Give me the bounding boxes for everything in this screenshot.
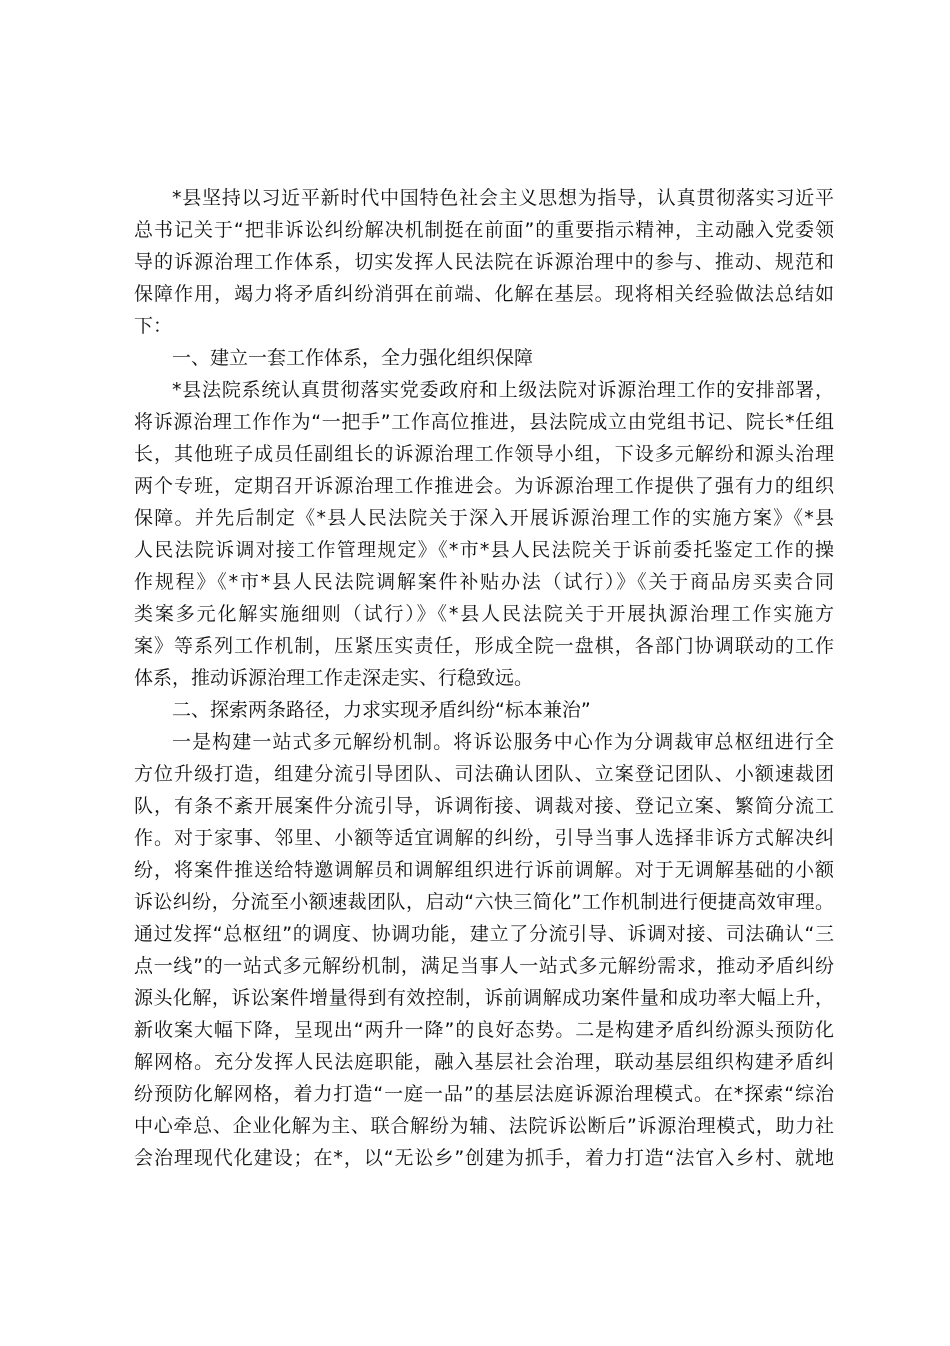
paragraph-2-line-9: 案》等系列工作机制，压紧压实责任，形成全院一盘棋，各部门协调联动的工作 — [134, 635, 834, 657]
paragraph-3-line-3: 队，有条不紊开展案件分流引导，诉调衔接、调裁对接、登记立案、繁简分流工 — [134, 795, 834, 817]
paragraph-2-line-5: 保障。并先后制定《*县人民法院关于深入开展诉源治理工作的实施方案》《*县 — [134, 507, 834, 529]
paragraph-2-line-6: 人民法院诉调对接工作管理规定》《*市*县人民法院关于诉前委托鉴定工作的操 — [134, 539, 834, 561]
paragraph-2-line-7: 作规程》《*市*县人民法院调解案件补贴办法（试行）》《关于商品房买卖合同 — [134, 571, 834, 593]
paragraph-3-line-9: 源头化解，诉讼案件增量得到有效控制，诉前调解成功案件量和成功率大幅上升， — [134, 987, 834, 1009]
paragraph-1-line-4: 保障作用，竭力将矛盾纠纷消弭在前端、化解在基层。现将相关经验做法总结如 — [134, 283, 834, 305]
paragraph-2-line-3: 长，其他班子成员任副组长的诉源治理工作领导小组，下设多元解纷和源头治理 — [134, 443, 834, 465]
paragraph-3-line-1: 一是构建一站式多元解纷机制。将诉讼服务中心作为分调裁审总枢纽进行全 — [172, 731, 834, 753]
paragraph-3-line-14: 会治理现代化建设；在*，以“无讼乡”创建为抓手，着力打造“法官入乡村、就地 — [134, 1147, 834, 1169]
paragraph-1-line-1: *县坚持以习近平新时代中国特色社会主义思想为指导，认真贯彻落实习近平 — [172, 187, 834, 209]
paragraph-3-line-8: 点一线”的一站式多元解纷机制，满足当事人一站式多元解纷需求，推动矛盾纠纷 — [134, 955, 834, 977]
paragraph-3-line-11: 解网格。充分发挥人民法庭职能，融入基层社会治理，联动基层组织构建矛盾纠 — [134, 1051, 834, 1073]
paragraph-2-line-8: 类案多元化解实施细则（试行）》《*县人民法院关于开展执源治理工作实施方 — [134, 603, 834, 625]
paragraph-2-line-2: 将诉源治理工作作为“一把手”工作高位推进，县法院成立由党组书记、院长*任组 — [134, 411, 834, 433]
paragraph-2-line-1: *县法院系统认真贯彻落实党委政府和上级法院对诉源治理工作的安排部署， — [172, 379, 834, 401]
paragraph-3-line-4: 作。对于家事、邻里、小额等适宜调解的纠纷，引导当事人选择非诉方式解决纠 — [134, 827, 834, 849]
paragraph-1-line-3: 导的诉源治理工作体系，切实发挥人民法院在诉源治理中的参与、推动、规范和 — [134, 251, 834, 273]
paragraph-1-line-2: 总书记关于“把非诉讼纠纷解决机制挺在前面”的重要指示精神，主动融入党委领 — [134, 219, 834, 241]
paragraph-3-line-2: 方位升级打造，组建分流引导团队、司法确认团队、立案登记团队、小额速裁团 — [134, 763, 834, 785]
paragraph-3-line-13: 中心牵总、企业化解为主、联合解纷为辅、法院诉讼断后”诉源治理模式，助力社 — [134, 1115, 834, 1137]
section-heading-1: 一、建立一套工作体系，全力强化组织保障 — [172, 347, 534, 369]
paragraph-3-line-12: 纷预防化解网格，着力打造“一庭一品”的基层法庭诉源治理模式。在*探索“综治 — [134, 1083, 834, 1105]
section-heading-2: 二、探索两条路径，力求实现矛盾纠纷“标本兼治” — [172, 699, 591, 721]
paragraph-1-line-5: 下： — [134, 315, 173, 337]
paragraph-3-line-10: 新收案大幅下降，呈现出“两升一降”的良好态势。二是构建矛盾纠纷源头预防化 — [134, 1019, 834, 1041]
paragraph-3-line-7: 通过发挥“总枢纽”的调度、协调功能，建立了分流引导、诉调对接、司法确认“三 — [134, 923, 834, 945]
paragraph-3-line-5: 纷，将案件推送给特邀调解员和调解组织进行诉前调解。对于无调解基础的小额 — [134, 859, 834, 881]
paragraph-2-line-10: 体系，推动诉源治理工作走深走实、行稳致远。 — [134, 667, 534, 689]
paragraph-3-line-6: 诉讼纠纷，分流至小额速裁团队，启动“六快三简化”工作机制进行便捷高效审理。 — [134, 891, 834, 913]
paragraph-2-line-4: 两个专班，定期召开诉源治理工作推进会。为诉源治理工作提供了强有力的组织 — [134, 475, 834, 497]
